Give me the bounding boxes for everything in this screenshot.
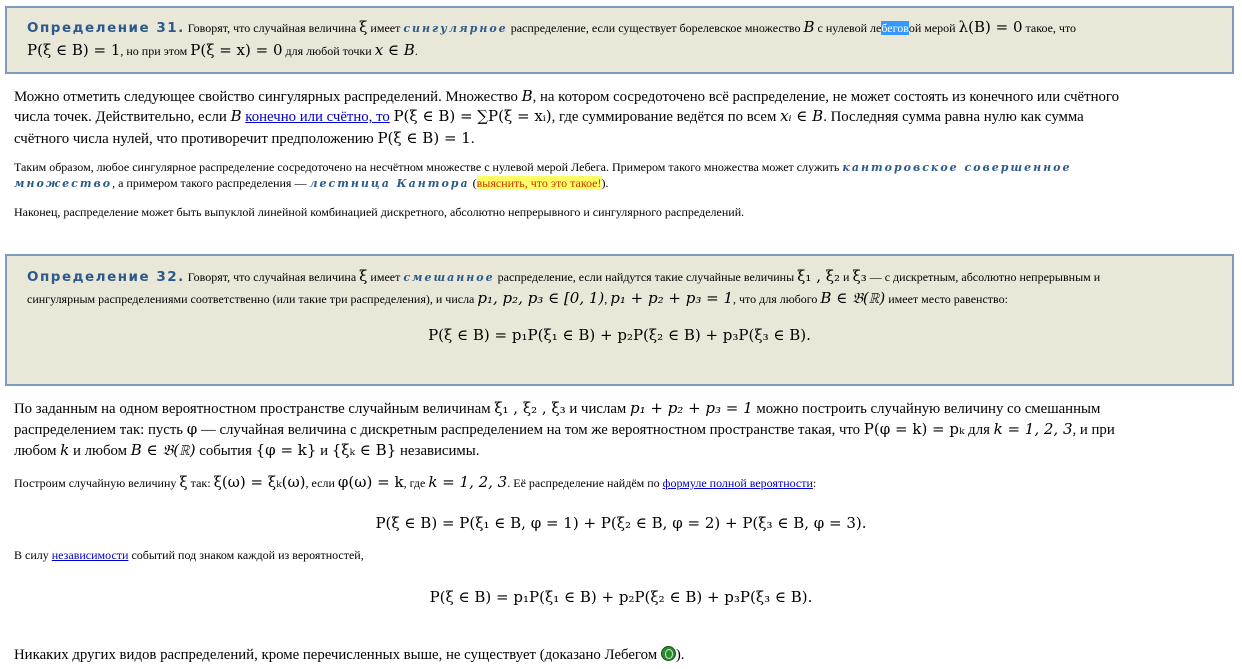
def31-text: с нулевой ле [817, 21, 882, 35]
para2-text: ( [472, 176, 477, 190]
para6-text: событий под знаком каждой из вероятностей, [131, 548, 364, 562]
def31-xi: ξ [359, 18, 368, 36]
para1-B: B [230, 107, 242, 125]
para7-text: Никаких других видов распределений, кроме перечисленных выше, не существует (доказано Лебегом [14, 647, 658, 663]
def32-xi: ξ [359, 267, 368, 285]
para2-text: Таким образом, любое сингулярное распределение сосредоточено на несчётном множестве с нулевой мерой Лебега. Примером такого множества может служить [14, 160, 840, 174]
def32-line2 [27, 289, 1008, 307]
countable-link[interactable]: конечно или счётно, то [245, 109, 390, 125]
para4-text: и любом [72, 443, 128, 459]
def32-text: Говорят, что случайная величина [187, 270, 357, 284]
total-probability-link[interactable]: формуле полной вероятности [662, 476, 813, 490]
para5-formula-cond: φ(ω) = k [337, 473, 404, 491]
para5-text: Построим случайную величину [14, 476, 177, 490]
para2-line2 [14, 176, 609, 191]
def32-formula-p-range: p₁, p₂, p₃ ∈ [0, 1) [477, 289, 605, 307]
para4-formula-sum: p₁ + p₂ + p₃ = 1 [629, 399, 753, 417]
def32-vars: ξ₁ , ξ₂ [797, 267, 841, 285]
para4-text: для [968, 422, 990, 438]
formula-mixed-result: P(ξ ∈ B) = p₁P(ξ₁ ∈ B) + p₂P(ξ₂ ∈ B) + p₃P(ξ₃ ∈ B). [429, 588, 813, 606]
def31-formula-prob0: P(ξ = x) = 0 [190, 41, 283, 59]
para1-text: , где суммирование ведётся по всем [551, 109, 777, 125]
para1-text: числа точек. Действительно, если [14, 109, 227, 125]
def32-term-mixed: смешанное [403, 271, 495, 284]
def32-xi3: ξ₃ [852, 267, 867, 285]
def31-text: распределение, если существует борелевское множество [510, 21, 801, 35]
para5-text: , если [305, 476, 335, 490]
para4-text: и числам [569, 401, 627, 417]
para4-formula-phi: P(φ = k) = pₖ [863, 420, 965, 438]
selected-text[interactable]: бегов [881, 21, 909, 35]
para1-text: . [470, 131, 475, 147]
def31-formula-x-in-B: x ∈ B [374, 41, 415, 59]
para4-text: По заданным на одном вероятностном пространстве случайным величинам [14, 401, 491, 417]
para4-formula-borel: B ∈ 𝔅(ℝ) [130, 441, 196, 459]
para4-k: k [60, 441, 70, 459]
para5-text: : [812, 476, 817, 490]
def32-text: , [604, 292, 608, 306]
para1-text: . Последняя сумма равна нулю как сумма [823, 109, 1084, 125]
def31-text: Говорят, что случайная величина [187, 21, 357, 35]
para1-B: B [521, 87, 533, 105]
para2-text: , а примером такого распределения — [112, 176, 307, 190]
def32-text: , что для любого [732, 292, 818, 306]
def31-text: для любой точки [285, 44, 372, 58]
def32-text: имеет [370, 270, 401, 284]
para5-text: . Её распределение найдём по [507, 476, 660, 490]
para2-text: ). [601, 176, 609, 190]
para1-sum-formula: P(ξ ∈ B) = ∑P(ξ = xᵢ) [393, 107, 552, 125]
para4-line1 [14, 399, 1100, 418]
def32-heading: Определение 32. [27, 269, 185, 285]
def31-formula-prob1: P(ξ ∈ B) = 1 [27, 41, 121, 59]
todo-note-highlight: выяснить, что это такое! [476, 176, 602, 190]
para1-text: Можно отметить следующее свойство сингулярных распределений. Множество [14, 89, 518, 105]
para4-line3 [14, 441, 479, 460]
def32-formula: P(ξ ∈ B) = p₁P(ξ₁ ∈ B) + p₂P(ξ₂ ∈ B) + p₃P(ξ₃ ∈ B). [428, 326, 811, 344]
para2-line1 [14, 160, 1071, 175]
para5-formula-def: ξ(ω) = ξₖ(ω) [213, 473, 306, 491]
formula-total-probability: P(ξ ∈ B) = P(ξ₁ ∈ B, φ = 1) + P(ξ₂ ∈ B, φ = 2) + P(ξ₃ ∈ B, φ = 3). [375, 514, 867, 532]
para1-text: , на котором сосредоточено всё распределение, не может состоять из конечного или счётного [532, 89, 1119, 105]
para6-text: В силу [14, 548, 49, 562]
para4-text: события [199, 443, 252, 459]
def31-B: B [803, 18, 815, 36]
globe-icon[interactable] [661, 646, 676, 661]
independence-link[interactable]: независимости [51, 548, 129, 562]
para4-k-range: k = 1, 2, 3 [993, 420, 1073, 438]
para4-text: любом [14, 443, 57, 459]
para4-text: можно построить случайную величину со смешанным [756, 401, 1101, 417]
def32-formula-borel: B ∈ 𝔅(ℝ) [820, 289, 886, 307]
para1-line2 [14, 107, 1084, 126]
def31-text: . [414, 44, 418, 58]
def32-text: — с дискретным, абсолютно непрерывным и [869, 270, 1101, 284]
para5-text: , где [403, 476, 426, 490]
para1-text: счётного числа нулей, что противоречит предположению [14, 131, 374, 147]
def31-text: , но при этом [120, 44, 188, 58]
def31-line2 [27, 41, 418, 59]
cantor-staircase-term: лестница Кантора [309, 177, 470, 190]
para4-phi: φ [186, 420, 198, 438]
para3: Наконец, распределение может быть выпуклой линейной комбинацией дискретного, абсолютно непрерывного и сингулярного распределений. [14, 205, 745, 219]
def31-text: имеет [370, 21, 401, 35]
def32-formula-p-sum: p₁ + p₂ + p₃ = 1 [610, 289, 733, 307]
para4-line2 [14, 420, 1115, 439]
para1-line3 [14, 129, 475, 148]
para4-text: и [320, 443, 329, 459]
cantor-set-term-cont: множество [14, 177, 113, 190]
para4-text: , и при [1072, 422, 1115, 438]
def31-text: такое, что [1025, 21, 1077, 35]
para5-k-range: k = 1, 2, 3 [428, 473, 508, 491]
para5 [14, 473, 816, 491]
def32-text: имеет место равенство: [888, 292, 1008, 306]
para5-xi: ξ [179, 473, 188, 491]
def31-heading: Определение 31. [27, 20, 185, 36]
def32-text: и [843, 270, 850, 284]
para7-text: ). [675, 647, 685, 663]
def31-line1 [27, 18, 1076, 36]
para1-xi-in-B: xᵢ ∈ B [780, 107, 824, 125]
def32-text: распределение, если найдутся такие случайные величины [497, 270, 795, 284]
def31-text: ой мерой [908, 21, 956, 35]
para1-formula: P(ξ ∈ B) = 1 [377, 129, 471, 147]
definition-32-box [5, 254, 1234, 386]
para4-event2: {ξₖ ∈ B} [331, 441, 397, 459]
para4-vars: ξ₁ , ξ₂ , ξ₃ [494, 399, 566, 417]
para7 [14, 646, 684, 664]
para6 [14, 548, 364, 563]
para4-text: — случайная величина с дискретным распределением на том же вероятностном пространстве такая, что [200, 422, 861, 438]
para5-text: так: [190, 476, 211, 490]
def32-line1 [27, 267, 1100, 285]
def31-term-singular: сингулярное [403, 22, 508, 35]
definition-31-box [5, 6, 1234, 74]
def31-lambda-formula: λ(B) = 0 [958, 18, 1023, 36]
para4-text: распределением так: пусть [14, 422, 184, 438]
para4-event1: {φ = k} [255, 441, 317, 459]
para4-text: независимы. [399, 443, 480, 459]
para1-line1 [14, 87, 1119, 106]
cantor-set-term: канторовское совершенное [842, 161, 1072, 174]
def32-text: сингулярным распределениями соответственно (или такие три распределения), и числа [27, 292, 475, 306]
